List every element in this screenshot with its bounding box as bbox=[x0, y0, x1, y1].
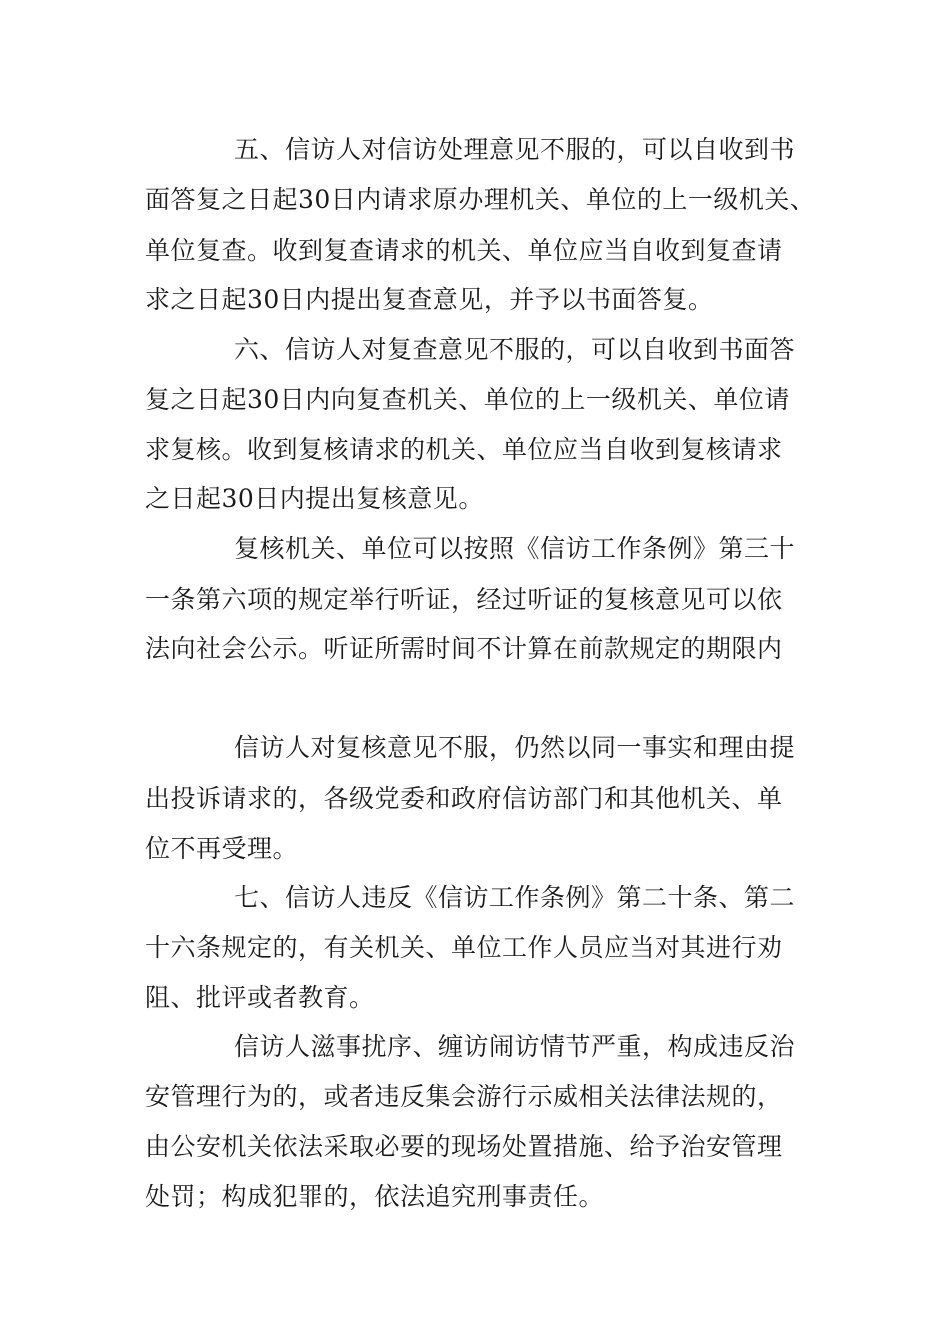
paragraph-6-line-2: 安管理行为的，或者违反集会游行示威相关法律法规的， bbox=[145, 1082, 783, 1111]
paragraph-2-line-1: 六、信访人对复查意见不服的，可以自收到书面答 bbox=[234, 335, 796, 364]
paragraph-3-line-2: 一条第六项的规定举行听证，经过听证的复核意见可以依 bbox=[145, 585, 783, 614]
paragraph-3-line-1: 复核机关、单位可以按照《信访工作条例》第三十 bbox=[234, 534, 796, 563]
paragraph-1-line-4: 求之日起30日内提出复查意见，并予以书面答复。 bbox=[145, 285, 714, 314]
paragraph-6-line-1: 信访人滋事扰序、缠访闹访情节严重，构成违反治 bbox=[234, 1032, 796, 1061]
paragraph-2-line-4: 之日起30日内提出复核意见。 bbox=[145, 484, 484, 513]
paragraph-2-line-2: 复之日起30日内向复查机关、单位的上一级机关、单位请 bbox=[145, 385, 790, 414]
paragraph-2-line-3: 求复核。收到复核请求的机关、单位应当自收到复核请求 bbox=[145, 435, 783, 464]
paragraph-4-line-3: 位不再受理。 bbox=[145, 834, 299, 863]
paragraph-5-line-3: 阻、批评或者教育。 bbox=[145, 983, 375, 1012]
paragraph-5-line-1: 七、信访人违反《信访工作条例》第二十条、第二 bbox=[234, 883, 796, 912]
paragraph-4-line-2: 出投诉请求的，各级党委和政府信访部门和其他机关、单 bbox=[145, 784, 783, 813]
paragraph-5-line-2: 十六条规定的，有关机关、单位工作人员应当对其进行劝 bbox=[145, 933, 783, 962]
paragraph-1-line-3: 单位复查。收到复查请求的机关、单位应当自收到复查请 bbox=[145, 236, 783, 265]
paragraph-1-line-1: 五、信访人对信访处理意见不服的，可以自收到书 bbox=[234, 135, 796, 164]
paragraph-3-line-3: 法向社会公示。听证所需时间不计算在前款规定的期限内 bbox=[145, 634, 783, 663]
paragraph-6-line-3: 由公安机关依法采取必要的现场处置措施、给予治安管理 bbox=[145, 1132, 783, 1161]
paragraph-1-line-2: 面答复之日起30日内请求原办理机关、单位的上一级机关、 bbox=[145, 185, 816, 214]
paragraph-6-line-4: 处罚；构成犯罪的，依法追究刑事责任。 bbox=[145, 1182, 605, 1211]
paragraph-4-line-1: 信访人对复核意见不服，仍然以同一事实和理由提 bbox=[234, 733, 796, 762]
